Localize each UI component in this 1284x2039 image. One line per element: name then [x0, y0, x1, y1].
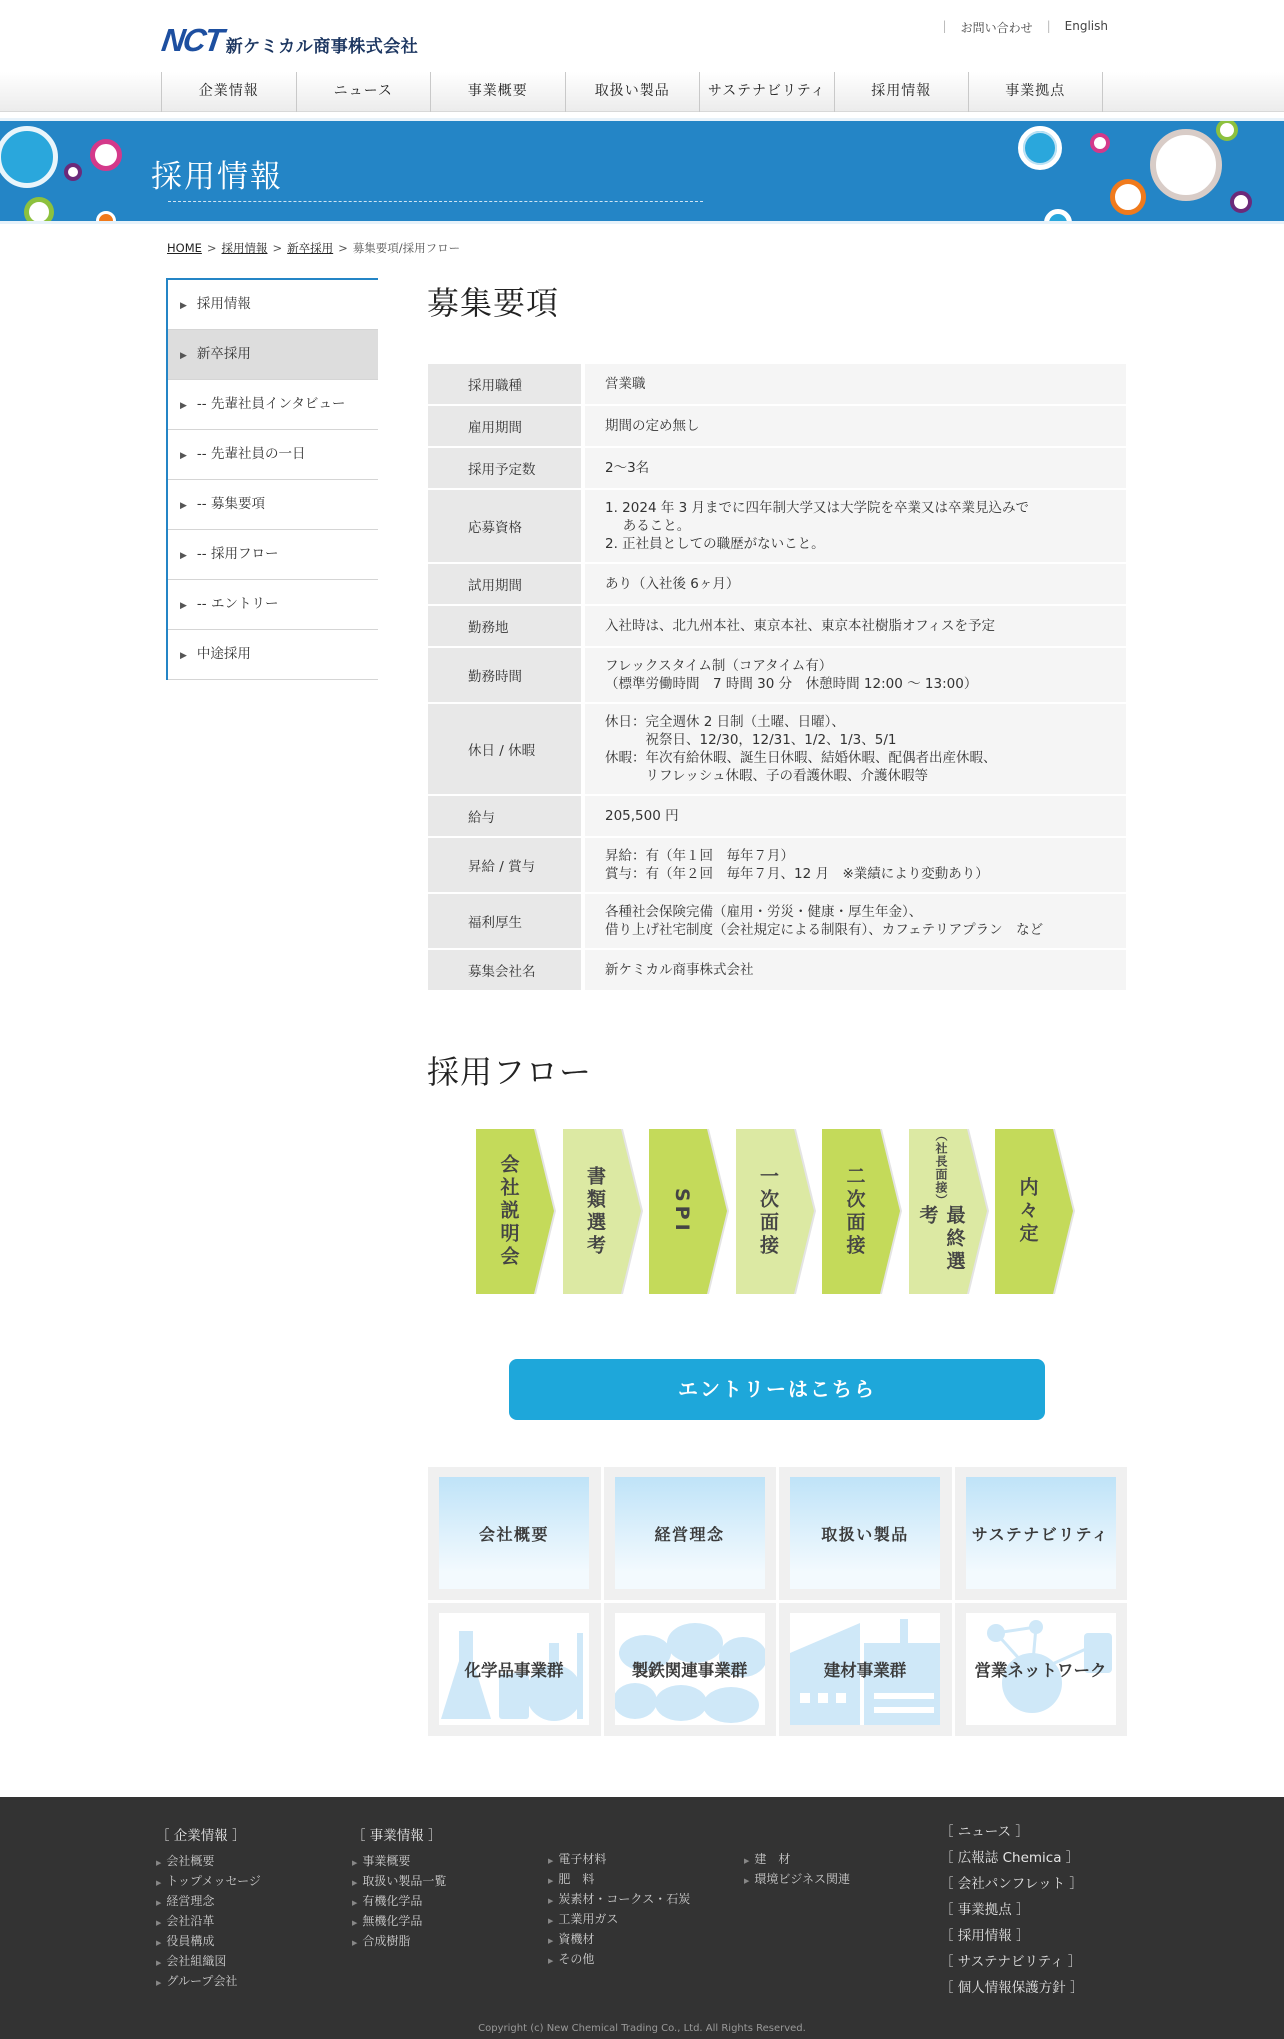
footer-link[interactable]: [548, 1850, 690, 1870]
sidebar-item-new-grad[interactable]: [168, 330, 378, 380]
triangle-right-icon: ▶: [156, 1879, 162, 1887]
triangle-right-icon: ▶: [180, 401, 187, 411]
contact-link[interactable]: お問い合わせ: [960, 21, 1033, 35]
copyright: Copyright (c) New Chemical Trading Co., Ltd. All Rights Reserved.: [478, 2023, 806, 2034]
sidebar-item-label: 中途採用: [196, 646, 251, 662]
flow-step-main: SPI: [671, 1188, 693, 1235]
decor-circle: [1044, 209, 1072, 224]
tile-image: [790, 1613, 940, 1725]
decor-circle: [1150, 129, 1222, 201]
nav-item-offices[interactable]: 事業拠点: [968, 72, 1103, 112]
tile-image: [439, 1613, 589, 1725]
requirements-heading: 募集要項: [427, 284, 560, 322]
footer-business-col: [352, 1824, 446, 1952]
triangle-right-icon: ▶: [156, 1859, 162, 1867]
row-label: 募集会社名: [428, 950, 585, 990]
breadcrumb-new-grad[interactable]: 新卒採用: [287, 241, 334, 255]
row-value-line: 賞与：有（年２回 毎年７月、12 月 ※業績により変動あり）: [605, 866, 989, 882]
row-value-line: あり（入社後 6ヶ月）: [605, 576, 740, 592]
flow-step-label: [563, 1129, 629, 1294]
footer-link[interactable]: [156, 1932, 261, 1952]
flow-step-label: [822, 1129, 888, 1294]
tile-philosophy[interactable]: [604, 1467, 777, 1600]
row-value-line: 入社時は、北九州本社、東京本社、東京本社樹脂オフィスを予定: [605, 618, 996, 634]
row-label: 雇用期間: [428, 406, 585, 446]
site-header: [0, 0, 1284, 75]
sidebar-item-mid-career[interactable]: [168, 630, 378, 680]
decor-circle: [1216, 119, 1238, 141]
triangle-right-icon: ▶: [744, 1857, 750, 1865]
link-tiles: [428, 1467, 1126, 1736]
sidebar-item-interview[interactable]: [168, 380, 378, 430]
flow-step-sublabel: （社長面接）: [934, 1129, 948, 1207]
flow-step-label: [995, 1129, 1061, 1294]
utility-links: [929, 19, 1108, 36]
footer-link[interactable]: [548, 1930, 690, 1950]
footer-link[interactable]: [352, 1872, 446, 1892]
breadcrumb: [167, 240, 460, 256]
footer-right-link[interactable]: ［ 個人情報保護方針 ］: [940, 1980, 1084, 1996]
flow-step-label: [909, 1129, 975, 1294]
sidebar-nav: [166, 278, 378, 680]
footer-link-label: その他: [558, 1952, 595, 1966]
tile-image: [615, 1613, 765, 1725]
footer-link-label: 取扱い製品一覧: [362, 1874, 447, 1888]
triangle-right-icon: ▶: [548, 1857, 554, 1865]
row-value-line: 昇給：有（年１回 毎年７月）: [605, 848, 794, 864]
tile-label: 会社概要: [439, 1477, 589, 1589]
sidebar-item-label: 採用情報: [196, 296, 251, 312]
english-link[interactable]: English: [1064, 19, 1108, 33]
sidebar-item-recruit[interactable]: [168, 280, 378, 330]
triangle-right-icon: ▶: [180, 351, 187, 361]
row-value-line: （標準労働時間 7 時間 30 分 休憩時間 12:00 ～ 13:00）: [605, 676, 978, 692]
row-value-line: 借り上げ社宅制度（会社規定による制限有）、カフェテリアプラン など: [605, 922, 1044, 938]
banner-underline: [168, 201, 703, 202]
row-value-line: 営業職: [605, 376, 646, 392]
row-value: [585, 490, 1126, 562]
footer-business-list-3: [744, 1850, 850, 1890]
table-row: [428, 490, 1126, 562]
triangle-right-icon: ▶: [548, 1897, 554, 1905]
row-value: [585, 950, 1126, 990]
footer-right-link[interactable]: ［ 広報誌 Chemica ］: [940, 1850, 1080, 1866]
breadcrumb-current: 募集要項/採用フロー: [352, 241, 461, 255]
triangle-right-icon: ▶: [180, 651, 187, 661]
footer-link-label: グループ会社: [166, 1974, 238, 1988]
divider: |: [942, 19, 947, 33]
page-banner: [0, 118, 1284, 224]
footer-link[interactable]: [352, 1912, 446, 1932]
tile-company-overview[interactable]: [428, 1467, 601, 1600]
flow-step-label: [649, 1129, 715, 1294]
tile-label: 取扱い製品: [790, 1477, 940, 1589]
decor-circle: [1018, 126, 1062, 170]
decor-circle: [1230, 191, 1252, 213]
triangle-right-icon: ▶: [180, 601, 187, 611]
flow-step: [995, 1129, 1075, 1294]
footer-link-label: 肥 料: [558, 1872, 595, 1886]
tile-products[interactable]: [779, 1467, 952, 1600]
triangle-right-icon: ▶: [548, 1957, 554, 1965]
row-value-line: リフレッシュ休暇、子の看護休暇、介護休暇等: [605, 768, 929, 784]
footer-right-link[interactable]: ［ ニュース ］: [940, 1824, 1029, 1840]
footer-link-label: 資機材: [558, 1932, 595, 1946]
table-row: [428, 704, 1126, 794]
nav-item-company[interactable]: 企業情報: [161, 72, 296, 112]
row-value: [585, 364, 1126, 404]
footer-company-list: [156, 1852, 261, 1992]
footer-link-label: 無機化学品: [362, 1914, 423, 1928]
triangle-right-icon: ▶: [180, 551, 187, 561]
row-label: 試用期間: [428, 564, 585, 604]
breadcrumb-recruit[interactable]: 採用情報: [221, 241, 268, 255]
triangle-right-icon: ▶: [548, 1937, 554, 1945]
decor-circle: [90, 139, 122, 171]
table-row: [428, 406, 1126, 446]
table-row: [428, 894, 1126, 948]
row-label: 休日 / 休暇: [428, 704, 585, 794]
sidebar-item-label: -- 先輩社員の一日: [196, 446, 306, 462]
footer-link-label: 事業概要: [362, 1854, 411, 1868]
row-value-line: 2. 正社員としての職歴がないこと。: [605, 536, 825, 552]
row-value: [585, 406, 1126, 446]
logo-text: 新ケミカル商事株式会社: [225, 37, 419, 57]
row-value-line: 2～3名: [605, 460, 650, 476]
row-value: [585, 838, 1126, 892]
footer-right-link[interactable]: ［ 会社パンフレット ］: [940, 1876, 1083, 1892]
divider: |: [1046, 19, 1051, 33]
requirements-table: [428, 362, 1126, 992]
table-row: [428, 838, 1126, 892]
triangle-right-icon: ▶: [156, 1899, 162, 1907]
triangle-right-icon: ▶: [744, 1877, 750, 1885]
row-value-line: 新ケミカル商事株式会社: [605, 962, 754, 978]
tile-sustainability[interactable]: [955, 1467, 1128, 1600]
triangle-right-icon: ▶: [156, 1979, 162, 1987]
sidebar-item-label: 新卒採用: [196, 346, 251, 362]
flow-step-main: 会社説明会: [497, 1154, 520, 1269]
triangle-right-icon: ▶: [352, 1879, 358, 1887]
row-value: [585, 448, 1126, 488]
footer-link-label: 会社沿革: [166, 1914, 215, 1928]
footer-link[interactable]: [156, 1892, 261, 1912]
footer-company-col: [156, 1824, 261, 1992]
row-value-line: あること。: [605, 518, 691, 534]
row-value-line: 祝祭日、12/30，12/31、1/2、1/3、5/1: [605, 732, 897, 748]
decor-circle: [0, 126, 58, 188]
footer-link[interactable]: [156, 1852, 261, 1872]
flow-step: [476, 1129, 556, 1294]
row-label: 福利厚生: [428, 894, 585, 948]
table-row: [428, 448, 1126, 488]
row-label: 昇給 / 賞与: [428, 838, 585, 892]
sidebar-item-requirements[interactable]: [168, 480, 378, 530]
tile-label: 製鉄関連事業群: [631, 1661, 748, 1680]
flow-step-main: 二次面接: [843, 1165, 866, 1258]
flow-step: [909, 1129, 989, 1294]
nav-item-news[interactable]: ニュース: [296, 72, 431, 112]
triangle-right-icon: ▶: [156, 1919, 162, 1927]
row-label: 勤務時間: [428, 648, 585, 702]
company-logo[interactable]: [159, 22, 419, 59]
footer-link[interactable]: [156, 1872, 261, 1892]
decor-circle: [96, 211, 116, 224]
footer-right-link[interactable]: ［ サステナビリティ ］: [940, 1954, 1082, 1970]
breadcrumb-home[interactable]: HOME: [167, 241, 202, 255]
sidebar-item-day[interactable]: [168, 430, 378, 480]
footer-link[interactable]: [352, 1932, 446, 1952]
logo-mark: NCT: [159, 22, 225, 58]
row-label: 応募資格: [428, 490, 585, 562]
tile-chemicals[interactable]: [428, 1603, 601, 1736]
sidebar-item-label: -- 採用フロー: [196, 546, 279, 562]
triangle-right-icon: ▶: [352, 1919, 358, 1927]
footer-link-label: 工業用ガス: [558, 1912, 619, 1926]
row-label: 給与: [428, 796, 585, 836]
flow-step: [736, 1129, 816, 1294]
row-value-line: 期間の定め無し: [605, 418, 700, 434]
triangle-right-icon: ▶: [156, 1959, 162, 1967]
tile-image: [966, 1613, 1116, 1725]
tile-label: 化学品事業群: [464, 1661, 564, 1680]
triangle-right-icon: ▶: [548, 1917, 554, 1925]
footer-link-label: 会社概要: [166, 1854, 215, 1868]
decor-circle: [1110, 179, 1146, 215]
footer-link-label: 会社組織図: [166, 1954, 227, 1968]
tile-building[interactable]: [779, 1603, 952, 1736]
nav-item-business[interactable]: 事業概要: [430, 72, 565, 112]
row-value-line: 1. 2024 年 3 月までに四年制大学又は大学院を卒業又は卒業見込みで: [605, 500, 1029, 516]
triangle-right-icon: ▶: [180, 301, 187, 311]
row-label: 採用予定数: [428, 448, 585, 488]
triangle-right-icon: ▶: [180, 501, 187, 511]
sidebar-item-label: -- エントリー: [196, 596, 279, 612]
flow-step: [649, 1129, 729, 1294]
row-label: 勤務地: [428, 606, 585, 646]
nav-item-recruit[interactable]: 採用情報: [834, 72, 969, 112]
footer-link[interactable]: [156, 1952, 261, 1972]
table-row: [428, 606, 1126, 646]
table-row: [428, 796, 1126, 836]
row-value: [585, 648, 1126, 702]
sidebar-item-entry[interactable]: [168, 580, 378, 630]
flow-step-main: 一次面接: [757, 1165, 779, 1258]
flow-step-main: 内々定: [1016, 1177, 1039, 1246]
entry-button[interactable]: エントリーはこちら: [509, 1359, 1045, 1420]
tile-label: 営業ネットワーク: [974, 1661, 1107, 1680]
triangle-right-icon: ▶: [156, 1939, 162, 1947]
footer-link-label: 電子材料: [558, 1852, 607, 1866]
footer-business-col-2: [548, 1850, 690, 1970]
footer-business-heading[interactable]: ［ 事業情報 ］: [352, 1828, 442, 1844]
triangle-right-icon: ▶: [548, 1877, 554, 1885]
footer-link-label: トップメッセージ: [166, 1874, 261, 1888]
breadcrumb-separator: >: [206, 241, 217, 255]
flow-heading: 採用フロー: [427, 1053, 593, 1091]
flow-step: [563, 1129, 643, 1294]
row-value-line: 205,500 円: [605, 808, 679, 824]
table-row: [428, 364, 1126, 404]
flow-step: [822, 1129, 902, 1294]
footer-link[interactable]: [548, 1950, 690, 1970]
table-row: [428, 950, 1126, 990]
decor-circle: [64, 163, 82, 181]
triangle-right-icon: ▶: [352, 1859, 358, 1867]
footer-link-label: 合成樹脂: [362, 1934, 411, 1948]
sidebar-item-flow[interactable]: [168, 530, 378, 580]
footer-right-link[interactable]: ［ 採用情報 ］: [940, 1928, 1030, 1944]
triangle-right-icon: ▶: [180, 451, 187, 461]
triangle-right-icon: ▶: [352, 1939, 358, 1947]
footer-link[interactable]: [156, 1912, 261, 1932]
row-value: [585, 894, 1126, 948]
tile-steel[interactable]: [604, 1603, 777, 1736]
footer-link-label: 環境ビジネス関連: [754, 1872, 851, 1886]
footer-link-label: 炭素材・コークス・石炭: [558, 1892, 691, 1906]
footer-link[interactable]: [548, 1890, 690, 1910]
row-value-line: 各種社会保険完備（雇用・労災・健康・厚生年金）、: [605, 904, 923, 920]
footer-link[interactable]: [156, 1972, 261, 1992]
sidebar-item-label: -- 先輩社員インタビュー: [196, 396, 346, 412]
site-footer: [0, 1797, 1284, 2039]
triangle-right-icon: ▶: [352, 1899, 358, 1907]
footer-link-label: 建 材: [754, 1852, 791, 1866]
footer-link-label: 役員構成: [166, 1934, 215, 1948]
footer-link-label: 有機化学品: [362, 1894, 423, 1908]
row-value: [585, 564, 1126, 604]
footer-business-col-3: [744, 1850, 850, 1890]
row-label: 採用職種: [428, 364, 585, 404]
footer-link[interactable]: [352, 1852, 446, 1872]
footer-link[interactable]: [744, 1850, 850, 1870]
flow-step-main: 最終選考: [916, 1204, 966, 1274]
footer-link[interactable]: [548, 1910, 690, 1930]
nav-item-products[interactable]: 取扱い製品: [565, 72, 700, 112]
footer-link[interactable]: [744, 1870, 850, 1890]
row-value-line: 休暇：年次有給休暇、誕生日休暇、結婚休暇、配偶者出産休暇、: [605, 750, 997, 766]
table-row: [428, 648, 1126, 702]
breadcrumb-separator: >: [272, 241, 283, 255]
row-value: [585, 796, 1126, 836]
row-value: [585, 606, 1126, 646]
tile-label: 経営理念: [615, 1477, 765, 1589]
footer-link[interactable]: [352, 1892, 446, 1912]
flow-step-label: [736, 1129, 802, 1294]
footer-business-list-2: [548, 1850, 690, 1970]
footer-right-link[interactable]: ［ 事業拠点 ］: [940, 1902, 1030, 1918]
flow-step-main: 書類選考: [584, 1165, 606, 1258]
footer-link[interactable]: [548, 1870, 690, 1890]
page-title: 採用情報: [151, 159, 283, 195]
table-row: [428, 564, 1126, 604]
flow-step-label: [476, 1129, 542, 1294]
recruit-flow: [476, 1129, 1082, 1294]
nav-item-sustainability[interactable]: サステナビリティ: [699, 72, 834, 112]
footer-business-list: [352, 1852, 446, 1952]
footer-right-links: [940, 1819, 1084, 2001]
decor-circle: [24, 197, 54, 224]
row-value-line: 休日：完全週休 2 日制（土曜、日曜）、: [605, 714, 845, 730]
tile-label: サステナビリティ: [966, 1477, 1116, 1589]
footer-link-label: 経営理念: [166, 1894, 215, 1908]
row-value: [585, 704, 1126, 794]
sidebar-item-label: -- 募集要項: [196, 496, 265, 512]
tile-network[interactable]: [955, 1603, 1128, 1736]
row-value-line: フレックスタイム制（コアタイム有）: [605, 658, 833, 674]
tile-label: 建材事業群: [823, 1661, 907, 1680]
breadcrumb-separator: >: [338, 241, 348, 255]
global-nav: [0, 72, 1284, 112]
decor-circle: [1090, 133, 1110, 153]
footer-company-heading[interactable]: ［ 企業情報 ］: [156, 1828, 246, 1844]
